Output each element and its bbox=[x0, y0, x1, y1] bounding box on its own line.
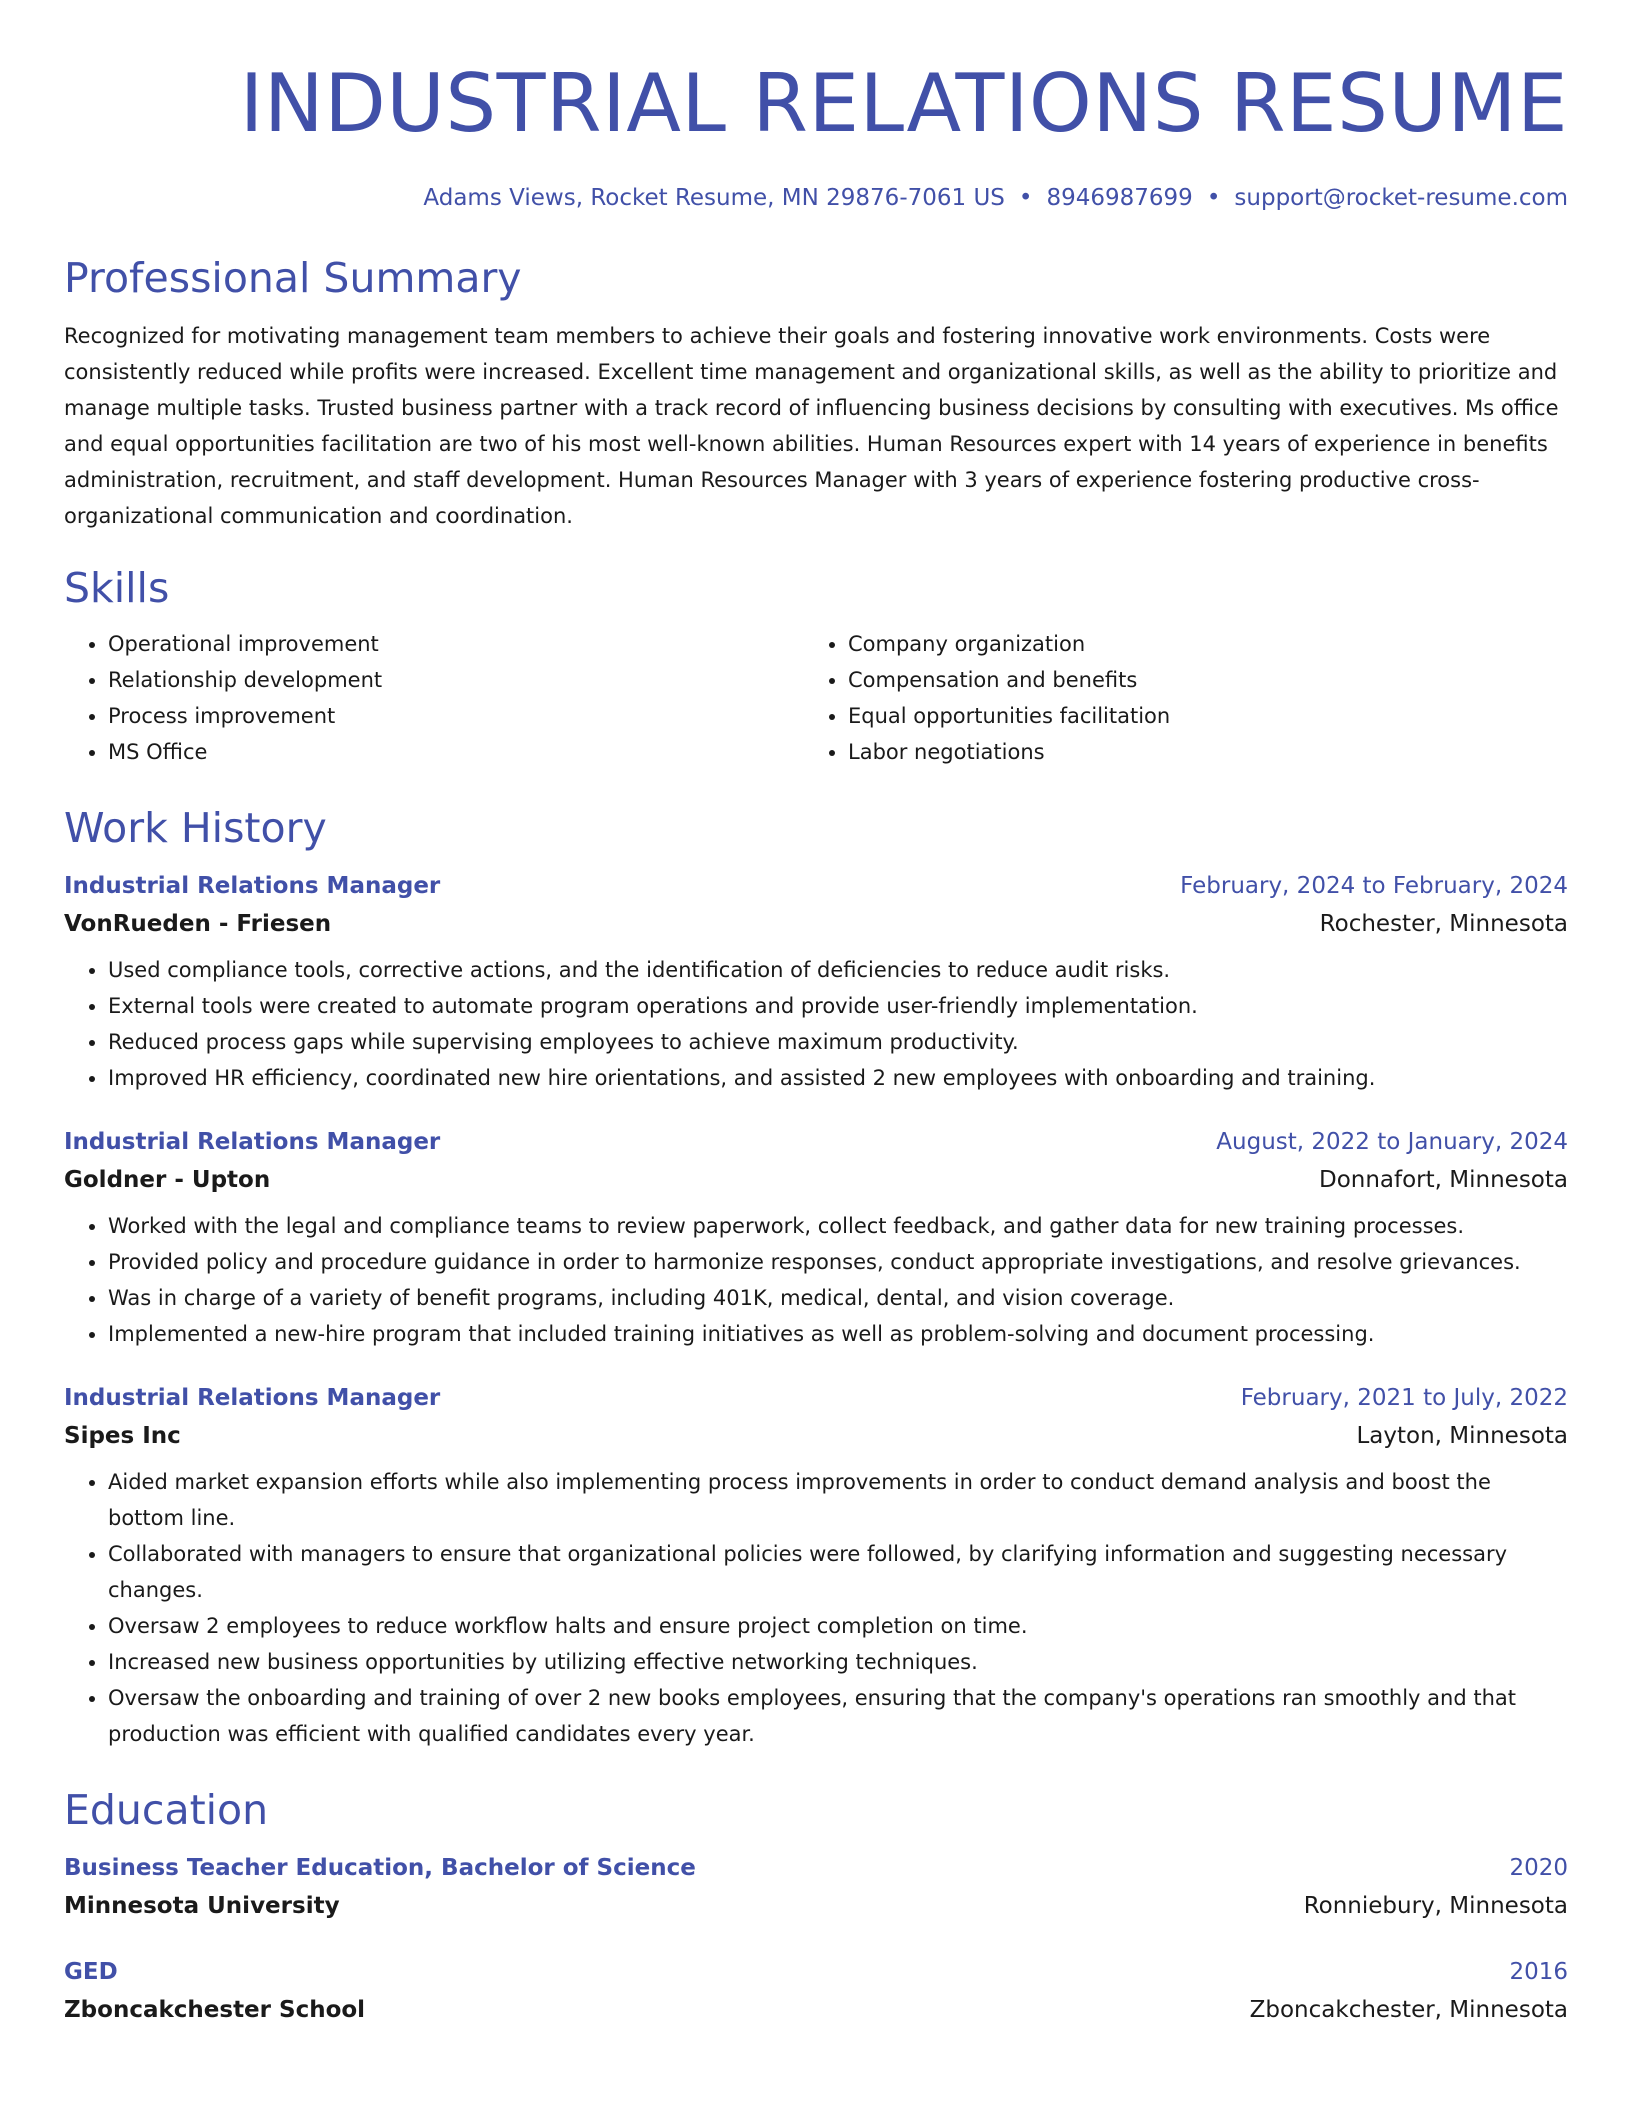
job-location: Donnafort, Minnesota bbox=[1318, 1167, 1568, 1193]
skills-section bbox=[64, 562, 1568, 770]
education-school: Minnesota University bbox=[64, 1893, 340, 1919]
job-dates: February, 2024 to February, 2024 bbox=[1180, 873, 1568, 899]
education-section bbox=[64, 1784, 1568, 2030]
skill-item: • Process improvement bbox=[108, 698, 804, 734]
job-location: Rochester, Minnesota bbox=[1319, 911, 1568, 937]
job-bullet: • Aided market expansion efforts while also implementing process improvements in order to conduct demand analysis and boost the bottom line. bbox=[108, 1464, 1568, 1536]
job-entry bbox=[64, 1124, 1568, 1352]
resume-title: INDUSTRIAL RELATIONS RESUME bbox=[239, 57, 1568, 150]
education-school: Zboncakchester School bbox=[64, 1997, 366, 2023]
job-bullet: • Worked with the legal and compliance teams to review paperwork, collect feedback, and gather data for new training processes. bbox=[108, 1208, 1568, 1244]
job-company-row bbox=[64, 1416, 1568, 1456]
contact-phone: 8946987699 bbox=[1046, 185, 1193, 211]
education-header-row bbox=[64, 1850, 1568, 1886]
education-year: 2020 bbox=[1509, 1855, 1568, 1881]
contact-separator: • bbox=[1018, 185, 1033, 211]
skills-heading: Skills bbox=[64, 564, 170, 612]
job-company: Goldner - Upton bbox=[64, 1167, 271, 1193]
education-year: 2016 bbox=[1509, 1959, 1568, 1985]
skills-column-left bbox=[64, 626, 804, 770]
skills-column-right bbox=[804, 626, 1544, 770]
contact-address: Adams Views, Rocket Resume, MN 29876-7061 US bbox=[423, 185, 1005, 211]
summary-text: Recognized for motivating management team members to achieve their goals and fostering innovative work environments. Costs were consistently reduced while profits were increased. Excellent time management and organizational skills, as well as the ability to prioritize and manage multiple tasks. Trusted business partner with a track record of influencing business decisions by consulting with executives. Ms office and equal opportunities facilitation are two of his most well-known abilities. Human Resources expert with 14 years of experience in benefits administration, recruitment, and staff development. Human Resources Manager with 3 years of experience fostering productive cross-organizational communication and coordination. bbox=[64, 324, 1559, 528]
skill-item: • MS Office bbox=[108, 734, 804, 770]
work-history-section bbox=[64, 802, 1568, 1752]
job-header-row bbox=[64, 1380, 1568, 1416]
resume-header bbox=[64, 56, 1568, 214]
education-entry bbox=[64, 1954, 1568, 2030]
job-location: Layton, Minnesota bbox=[1356, 1423, 1568, 1449]
education-location: Ronniebury, Minnesota bbox=[1303, 1893, 1568, 1919]
job-bullet: • Increased new business opportunities by utilizing effective networking techniques. bbox=[108, 1644, 1568, 1680]
education-degree: Business Teacher Education, Bachelor of Science bbox=[64, 1855, 696, 1881]
education-degree: GED bbox=[64, 1959, 118, 1985]
education-heading: Education bbox=[64, 1786, 269, 1834]
job-company: Sipes Inc bbox=[64, 1423, 181, 1449]
contact-line bbox=[64, 182, 1568, 214]
contact-email[interactable]: support@rocket-resume.com bbox=[1234, 185, 1568, 211]
job-entry bbox=[64, 868, 1568, 1096]
job-bullet: • Provided policy and procedure guidance in order to harmonize responses, conduct appropriate investigations, and resolve grievances. bbox=[108, 1244, 1568, 1280]
job-dates: February, 2021 to July, 2022 bbox=[1240, 1385, 1568, 1411]
job-bullets bbox=[64, 1208, 1568, 1352]
work-history-heading: Work History bbox=[64, 804, 327, 852]
job-role: Industrial Relations Manager bbox=[64, 873, 441, 899]
summary-section bbox=[64, 252, 1568, 534]
skill-item: • Labor negotiations bbox=[848, 734, 1544, 770]
education-location: Zboncakchester, Minnesota bbox=[1249, 1997, 1568, 2023]
job-header-row bbox=[64, 1124, 1568, 1160]
job-bullet: • Implemented a new-hire program that included training initiatives as well as problem-solving and document processing. bbox=[108, 1316, 1568, 1352]
skills-grid bbox=[64, 626, 1568, 770]
job-bullet: • Used compliance tools, corrective actions, and the identification of deficiencies to reduce audit risks. bbox=[108, 952, 1568, 988]
skill-item: • Equal opportunities facilitation bbox=[848, 698, 1544, 734]
job-dates: August, 2022 to January, 2024 bbox=[1216, 1129, 1568, 1155]
job-bullet: • Oversaw the onboarding and training of over 2 new books employees, ensuring that the company's operations ran smoothly and that production was efficient with qualified candidates every year. bbox=[108, 1680, 1568, 1752]
contact-separator: • bbox=[1206, 185, 1221, 211]
education-header-row bbox=[64, 1954, 1568, 1990]
skill-item: • Operational improvement bbox=[108, 626, 804, 662]
job-company-row bbox=[64, 904, 1568, 944]
job-bullet: • Oversaw 2 employees to reduce workflow halts and ensure project completion on time. bbox=[108, 1608, 1568, 1644]
job-company-row bbox=[64, 1160, 1568, 1200]
education-school-row bbox=[64, 1990, 1568, 2030]
job-role: Industrial Relations Manager bbox=[64, 1385, 441, 1411]
job-role: Industrial Relations Manager bbox=[64, 1129, 441, 1155]
skill-item: • Compensation and benefits bbox=[848, 662, 1544, 698]
education-entry bbox=[64, 1850, 1568, 1926]
education-school-row bbox=[64, 1886, 1568, 1926]
job-bullet: • Was in charge of a variety of benefit programs, including 401K, medical, dental, and vision coverage. bbox=[108, 1280, 1568, 1316]
job-bullets bbox=[64, 1464, 1568, 1752]
job-entry bbox=[64, 1380, 1568, 1752]
skill-item: • Relationship development bbox=[108, 662, 804, 698]
job-bullet: • Improved HR efficiency, coordinated new hire orientations, and assisted 2 new employees with onboarding and training. bbox=[108, 1060, 1568, 1096]
job-bullet: • Reduced process gaps while supervising employees to achieve maximum productivity. bbox=[108, 1024, 1568, 1060]
job-bullet: • External tools were created to automate program operations and provide user-friendly implementation. bbox=[108, 988, 1568, 1024]
job-bullet: • Collaborated with managers to ensure that organizational policies were followed, by clarifying information and suggesting necessary changes. bbox=[108, 1536, 1568, 1608]
job-company: VonRueden - Friesen bbox=[64, 911, 332, 937]
summary-heading: Professional Summary bbox=[64, 254, 522, 302]
skill-item: • Company organization bbox=[848, 626, 1544, 662]
job-header-row bbox=[64, 868, 1568, 904]
job-bullets bbox=[64, 952, 1568, 1096]
